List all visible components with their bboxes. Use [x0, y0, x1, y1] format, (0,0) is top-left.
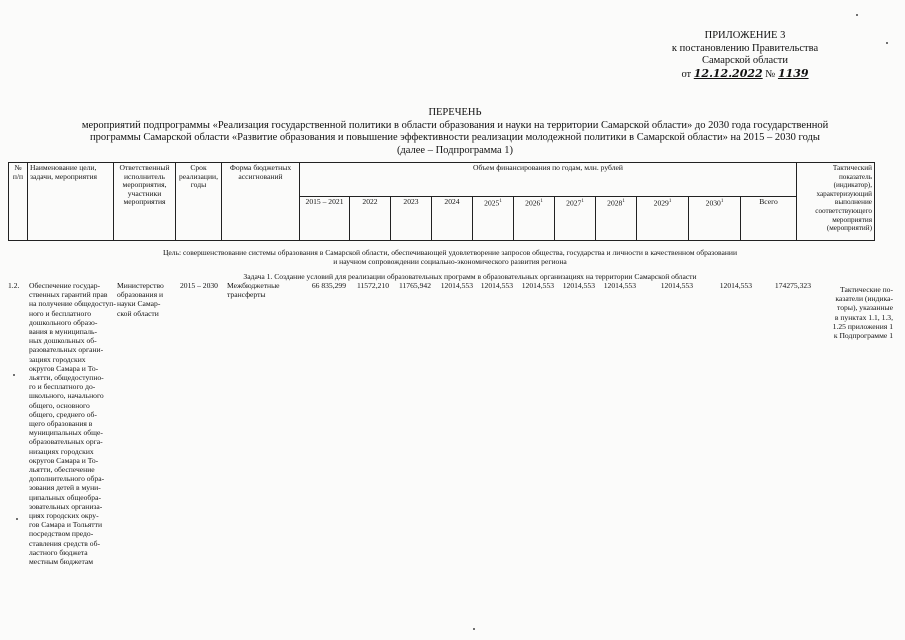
row-name-line: разовательных органи-	[29, 345, 104, 355]
footnote-mark: 1	[581, 199, 584, 204]
row-executor-line: науки Самар-	[117, 299, 161, 309]
appendix-date-line	[640, 68, 850, 82]
task-text: Задача 1. Создание условий для реализации образовательных программ в образовательных организациях на территории Самарской области	[243, 272, 697, 281]
col-header-executor: Ответственный исполнитель мероприятия, участники мероприятия	[114, 163, 176, 241]
row-name-line: льятти, общедоступно-	[29, 373, 104, 383]
row-name-line: посредством предо-	[29, 529, 94, 539]
col-header-indicator: Тактический показатель (индикатор), характеризующий выполнение соответствующего мероприятия (мероприятий)	[797, 163, 875, 241]
heading-title: ПЕРЕЧЕНЬ	[428, 107, 482, 118]
row-value-cell: 12014,553	[480, 281, 513, 290]
scan-speck	[13, 374, 15, 376]
row-executor-line: ской области	[117, 308, 159, 318]
goal-line-2: и научном сопровождении социально-экономического развития региона	[333, 257, 567, 266]
appendix-title: ПРИЛОЖЕНИЕ 3	[704, 30, 786, 41]
footnote-mark: 1	[499, 199, 502, 204]
year-header: 2024	[432, 197, 473, 241]
row-value-cell: 12014,553	[440, 281, 473, 290]
col-header-name: Наименование цели, задачи, мероприятия	[28, 163, 114, 241]
row-value-cell: 174275,323	[774, 281, 811, 290]
scan-speck	[473, 628, 475, 630]
footnote-mark: 1	[668, 199, 672, 204]
row-indicator	[813, 285, 893, 340]
row-name-line: школьного, начального	[29, 391, 104, 401]
row-value-cell: 11572,210	[357, 281, 389, 290]
row-name-line: льятти, обеспечение	[29, 465, 95, 475]
row-name-line: гов Самара и Тольятти	[29, 520, 103, 530]
row-value-cell: 12014,553	[562, 281, 595, 290]
appendix-line-1: к постановлению Правительства	[671, 42, 819, 54]
year-header: 2015 – 2021	[300, 197, 350, 241]
row-form-line: трансферты	[227, 290, 266, 300]
row-name-line: щего образования в	[29, 419, 93, 429]
row-name-line: Обеспечение государ-	[29, 281, 101, 290]
scan-speck	[856, 14, 858, 16]
row-indicator-line: Тактические по-	[840, 285, 893, 294]
footnote-mark: 1	[720, 199, 724, 204]
year-header: 2028$^1$	[596, 197, 637, 241]
number-prefix: №	[765, 68, 776, 80]
date-prefix: от	[681, 68, 692, 80]
row-indicator-line: казатели (индика-	[835, 294, 893, 304]
row-name-line: вания в муниципаль-	[29, 327, 97, 337]
row-number: 1.2.	[8, 281, 20, 290]
header-table	[8, 162, 875, 241]
year-header: 2026$^1$	[514, 197, 555, 241]
row-executor-line: Министерство	[117, 281, 164, 290]
row-name-line: округов Самара и То-	[29, 363, 99, 373]
col-header-funding: Объем финансирования по годам, млн. рублей	[300, 163, 797, 197]
row-name-line: зовательных организа-	[29, 501, 103, 511]
row-name-line: ципальных общеобра-	[29, 492, 101, 502]
heading-line-3: (далее – Подпрограмма 1)	[396, 144, 514, 156]
goal-line-1: Цель: совершенствование системы образования в Самарской области, обеспечивающей удовлетворение запросов общества, государства и личности в качественном образовании	[162, 248, 738, 257]
row-name-line: ного и бесплатного	[29, 308, 92, 318]
row-value-cell: 12014,553	[660, 281, 693, 290]
col-header-term: Срок реализации, годы	[176, 163, 222, 241]
scan-speck	[886, 42, 888, 44]
row-indicator-line: торы), указанные	[837, 303, 893, 313]
row-name-line: дополнительного обра-	[29, 474, 105, 484]
row-executor-line: образования и	[117, 290, 164, 300]
row-name-line: муниципальных обще-	[29, 428, 103, 438]
row-name-line: общего, среднего об-	[29, 409, 97, 419]
goal-text	[110, 248, 790, 266]
row-name-line: округов Самара и То-	[29, 455, 99, 465]
col-header-num: № п/п	[9, 163, 28, 241]
document-heading	[40, 107, 870, 157]
heading-line-2: программы Самарской области «Развитие образования и повышение эффективности реализации молодежной политики в Самарской области» на 2015 – 2030 годы	[90, 132, 820, 143]
year-header: 2030$^1$	[689, 197, 741, 241]
year-header-total: Всего	[741, 197, 797, 241]
row-name-line: на получение общедоступ-	[29, 299, 116, 309]
row-form-line: Межбюджетные	[227, 281, 280, 290]
row-indicator-line: к Подпрограмме 1	[833, 331, 893, 341]
row-name-line: ных дошкольных об-	[29, 336, 97, 346]
row-name-line: ластного бюджета	[29, 547, 88, 557]
handwritten-number: 1139	[777, 66, 809, 80]
appendix-line-2: Самарской области	[702, 55, 788, 66]
row-value-cell: 11765,942	[399, 281, 431, 290]
row-value-cell: 12014,553	[521, 281, 554, 290]
row-name-line: образовательных орга-	[29, 437, 103, 447]
row-value-cell: 12014,553	[719, 281, 752, 290]
row-indicator-line: 1.25 приложения 1	[832, 321, 893, 331]
year-header: 2027$^1$	[555, 197, 596, 241]
row-indicator-line: в пунктах 1.1, 1.3,	[834, 312, 893, 322]
year-header: 2025$^1$	[473, 197, 514, 241]
row-value-cell: 12014,553	[603, 281, 636, 290]
row-name-line: ственных гарантий прав	[29, 290, 108, 300]
row-name-line: дошкольного образо-	[29, 317, 98, 327]
year-header: 2023	[391, 197, 432, 241]
row-value-cell: 66 835,299	[311, 281, 346, 290]
row-name-line: общего, основного	[29, 400, 90, 410]
row-name-line: ставления средств об-	[29, 538, 100, 548]
handwritten-date: 12.12.2022	[693, 66, 763, 80]
row-name-line: зования детей в муни-	[29, 483, 101, 493]
col-header-form: Форма бюджетных ассигнований	[222, 163, 300, 241]
row-values	[0, 281, 905, 291]
scan-speck	[16, 518, 18, 520]
footnote-mark: 1	[540, 199, 543, 204]
row-name-line: местным бюджетам	[29, 557, 94, 567]
year-header: 2022	[350, 197, 391, 241]
heading-line-1: мероприятий подпрограммы «Реализация государственной политики в области образования и науки на территории Самарской области» до 2030 года государственной	[81, 119, 829, 131]
row-name-line: го и бесплатного до-	[29, 382, 96, 392]
row-name-line: низациях городских	[29, 446, 94, 456]
footnote-mark: 1	[622, 199, 625, 204]
row-term: 2015 – 2030	[180, 281, 218, 290]
row-name	[29, 281, 117, 566]
row-name-line: циях городских окру-	[29, 511, 99, 521]
row-name-line: зациях городских	[29, 354, 86, 364]
year-header: 2029$^1$	[637, 197, 689, 241]
appendix-block	[640, 30, 850, 81]
